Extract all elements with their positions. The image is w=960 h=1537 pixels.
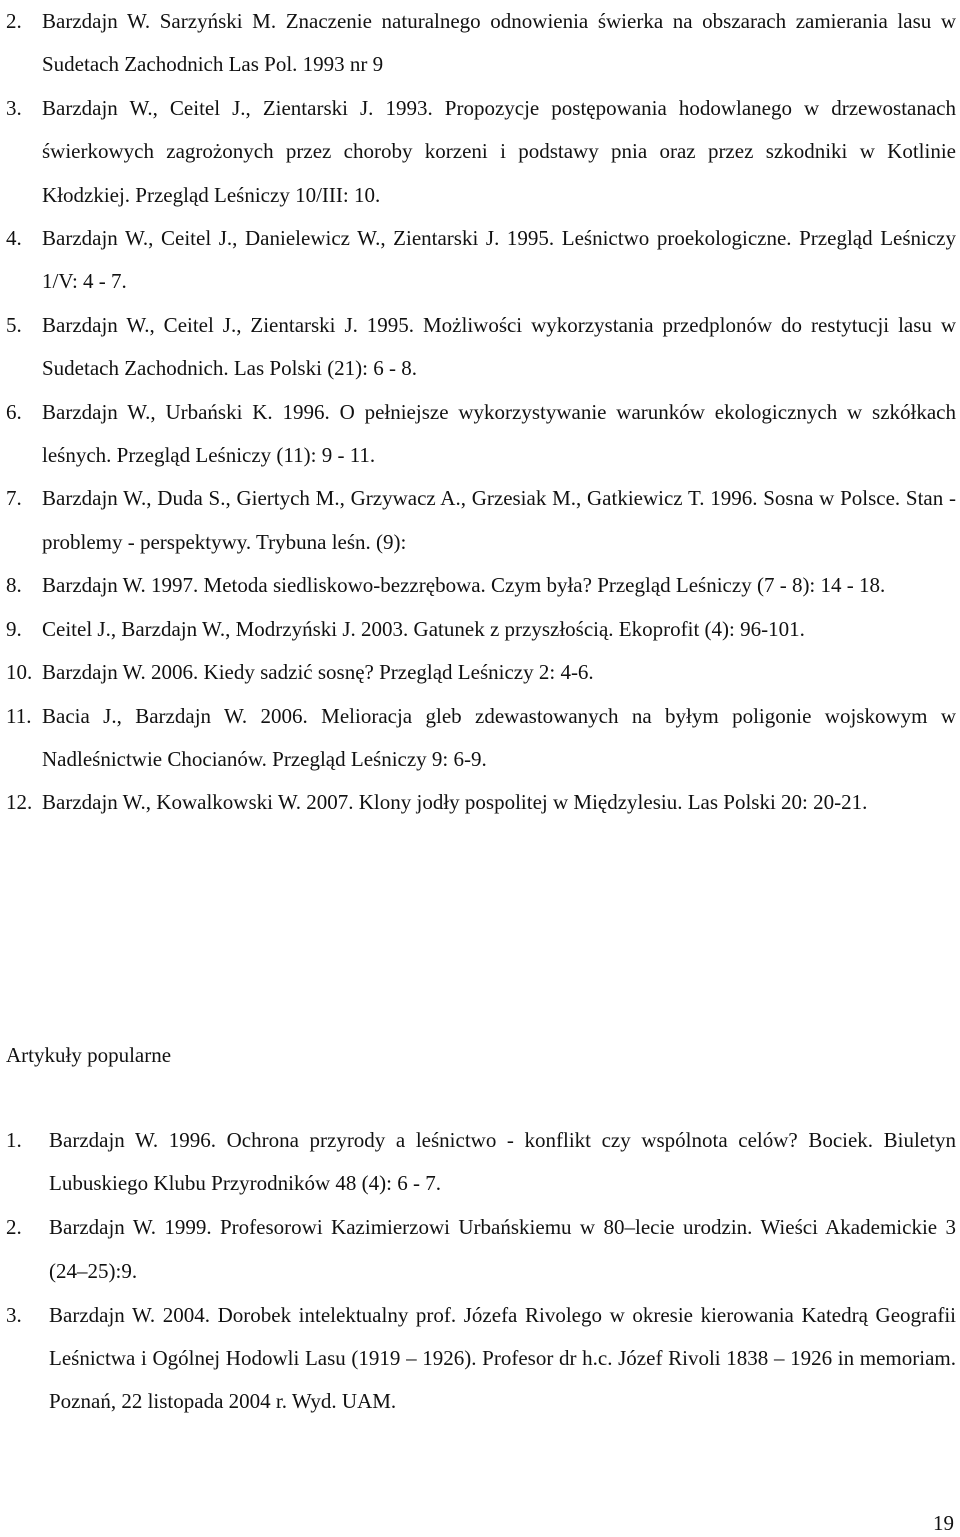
item-text: Barzdajn W., Ceitel J., Zientarski J. 1995. Możliwości wykorzystania przedplonów do restytucji lasu w Sudetach Zachodnich. Las Polski (21): 6 - 8. [42,312,956,381]
list-item [6,304,956,391]
item-number: 10. [6,660,33,685]
item-text: Bacia J., Barzdajn W. 2006. Melioracja gleb zdewastowanych na byłym poligonie wojskowym w Nadleśnictwie Chocianów. Przegląd Leśniczy 9: 6-9. [42,703,956,771]
popular-articles-list [6,1119,956,1424]
item-number: 8. [6,573,22,598]
list-item [6,391,956,478]
list-item [6,1119,956,1205]
list-item [6,564,956,607]
item-text: Barzdajn W. 1999. Profesorowi Kazimierzowi Urbańskiemu w 80–lecie urodzin. Wieści Akademickie 3 (24–25):9. [49,1215,956,1283]
list-item [6,1206,956,1292]
item-number: 2. [6,1215,22,1240]
list-item [6,477,956,564]
list-item [6,781,956,824]
list-item [6,0,956,87]
item-text: Barzdajn W. 2004. Dorobek intelektualny prof. Józefa Rivolego w okresie kierowania Katedrą Geografii Leśnictwa i Ogólnej Hodowli Lasu (1919 – 1926). Profesor dr h.c. Józef Rivoli 1838 – 1926 in memoriam. Poznań, 22 listopada 2004 r. Wyd. UAM. [49,1302,956,1414]
page-number: 19 [933,1511,954,1535]
item-number: 11. [6,703,32,728]
list-item [6,87,956,217]
item-number: 3. [6,95,22,120]
item-number: 2. [6,9,22,33]
list-item [6,651,956,694]
item-text: Barzdajn W., Urbański K. 1996. O pełniejsze wykorzystywanie warunków ekologicznych w szkółkach leśnych. Przegląd Leśniczy (11): 9 - 11. [42,399,956,468]
item-number: 3. [6,1302,22,1327]
item-number: 6. [6,399,22,424]
item-number: 5. [6,312,22,337]
list-item [6,217,956,304]
item-number: 1. [6,1128,22,1152]
item-number: 9. [6,616,22,641]
item-text: Barzdajn W., Kowalkowski W. 2007. Klony jodły pospolitej w Międzylesiu. Las Polski 20: 20-21. [42,790,868,815]
list-item [6,695,956,782]
item-number: 7. [6,486,22,511]
item-text: Barzdajn W. 2006. Kiedy sadzić sosnę? Przegląd Leśniczy 2: 4-6. [42,660,594,685]
item-text: Barzdajn W. Sarzyński M. Znaczenie naturalnego odnowienia świerka na obszarach zamierania lasu w Sudetach Zachodnich Las Pol. 1993 nr 9 [42,9,956,77]
item-text: Barzdajn W., Duda S., Giertych M., Grzywacz A., Grzesiak M., Gatkiewicz T. 1996. Sosna w Polsce. Stan - problemy - perspektywy. Trybuna leśn. (9): [42,486,956,554]
item-number: 4. [6,226,22,251]
section-heading: Artykuły popularne [6,1043,172,1067]
item-text: Ceitel J., Barzdajn W., Modrzyński J. 2003. Gatunek z przyszłością. Ekoprofit (4): 96-101. [42,616,805,641]
list-item [6,1294,956,1424]
references-list [6,0,956,825]
list-item [6,608,956,651]
item-text: Barzdajn W., Ceitel J., Danielewicz W., Zientarski J. 1995. Leśnictwo proekologiczne. Przegląd Leśniczy 1/V: 4 - 7. [42,226,956,294]
item-text: Barzdajn W. 1997. Metoda siedliskowo-bezzrębowa. Czym była? Przegląd Leśniczy (7 - 8): 14 - 18. [42,573,886,598]
item-text: Barzdajn W. 1996. Ochrona przyrody a leśnictwo - konflikt czy wspólnota celów? Bociek. Biuletyn Lubuskiego Klubu Przyrodników 48 (4): 6 - 7. [49,1128,956,1196]
item-text: Barzdajn W., Ceitel J., Zientarski J. 1993. Propozycje postępowania hodowlanego w drzewostanach świerkowych zagrożonych przez choroby korzeni i podstawy pnia oraz przez szkodniki w Kotlinie Kłodzkiej. Przegląd Leśniczy 10/III: 10. [42,95,956,207]
item-number: 12. [6,790,33,815]
